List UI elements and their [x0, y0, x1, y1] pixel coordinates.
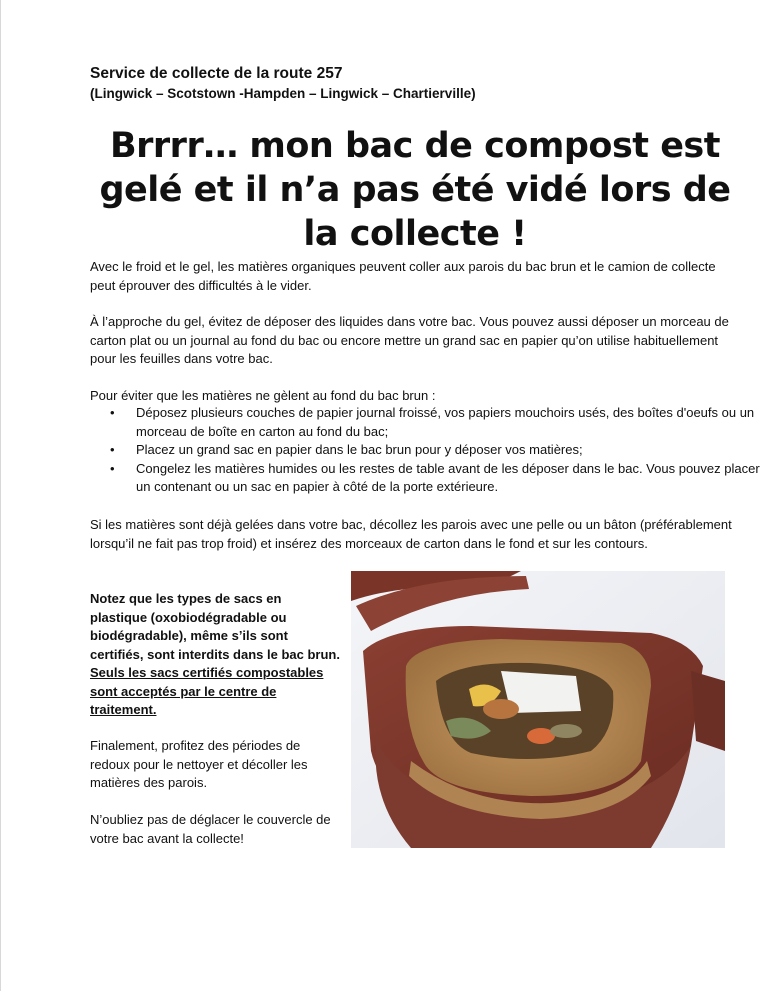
list-item: • Déposez plusieurs couches de papier journal froissé, vos papiers mouchoirs usés, des boîtes d'oeufs ou un morceau de boîte en carton au fond du bac;	[136, 404, 766, 441]
page-edge	[0, 0, 1, 991]
list-item: • Placez un grand sac en papier dans le bac brun pour y déposer vos matières;	[136, 441, 766, 460]
frozen-materials-paragraph: Si les matières sont déjà gelées dans votre bac, décollez les parois avec une pelle ou un bâton (préférablement lorsqu’il ne fait pas trop froid) et insérez des morceaux de carton dans le fond et sur les contours.	[90, 517, 732, 551]
tips-list	[90, 404, 766, 497]
header-route-line: (Lingwick – Scotstown -Hampden – Lingwick – Chartierville)	[90, 86, 476, 101]
header	[90, 64, 476, 103]
intro-paragraph: Avec le froid et le gel, les matières organiques peuvent coller aux parois du bac brun et le camion de collecte peut éprouver des difficultés à le vider.	[90, 259, 716, 293]
thaw-paragraph: Finalement, profitez des périodes de redoux pour le nettoyer et décoller les matières des parois.	[90, 738, 308, 790]
compost-bin-photo	[351, 571, 725, 848]
frost-advice-paragraph: À l’approche du gel, évitez de déposer des liquides dans votre bac. Vous pouvez aussi déposer un morceau de carton plat ou un journal au fond du bac ou encore mettre un grand sac en papier qu’on utilise habituellement pour les feuilles dans votre bac.	[90, 314, 729, 366]
certified-bags-note: Seuls les sacs certifiés compostables sont acceptés par le centre de traitement.	[90, 665, 324, 717]
plastic-bags-note	[90, 590, 340, 720]
header-service-line: Service de collecte de la route 257	[90, 65, 343, 82]
lid-paragraph: N’oubliez pas de déglacer le couvercle de votre bac avant la collecte!	[90, 812, 331, 846]
plastic-bags-warning: Notez que les types de sacs en plastique (oxobiodégradable ou biodégradable), même s’ils sont certifiés, sont interdits dans le bac brun.	[90, 591, 340, 662]
list-item: • Congelez les matières humides ou les restes de table avant de les déposer dans le bac. Vous pouvez placer un contenant ou un sac en papier à côté de la porte extérieure.	[136, 460, 766, 497]
page-title: Brrrr… mon bac de compost est gelé et il n’a pas été vidé lors de la collecte !	[99, 126, 731, 254]
tips-intro: Pour éviter que les matières ne gèlent au fond du bac brun :	[90, 388, 436, 403]
